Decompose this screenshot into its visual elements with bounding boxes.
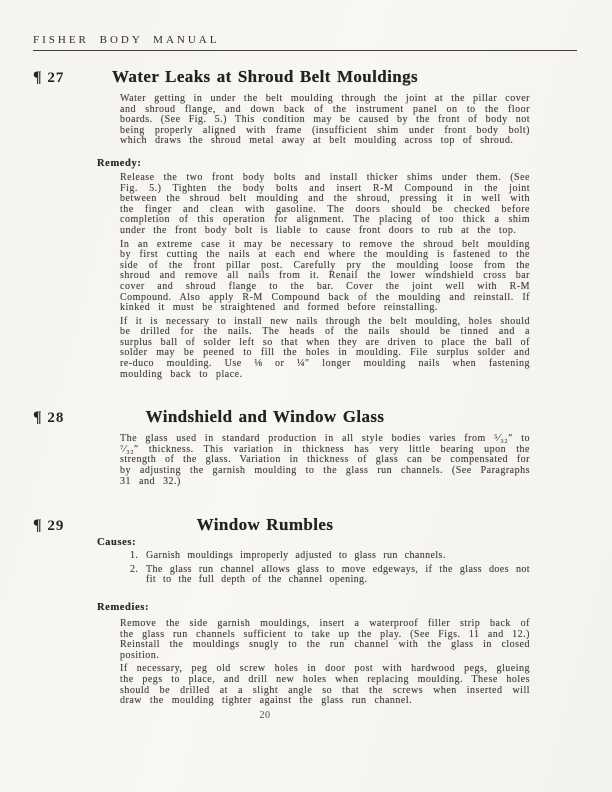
section-28-title: Windshield and Window Glass	[145, 407, 385, 427]
section-29-title: Window Rumbles	[196, 515, 334, 535]
pilcrow-icon: ¶	[33, 69, 43, 86]
pilcrow-icon: ¶	[33, 517, 43, 535]
cause-2-text: The glass run channel allows glass to move edgeways, if the glass does not fit to the full depth of the channel opening.	[146, 563, 530, 586]
section-27-heading	[33, 67, 497, 87]
section-29-heading	[33, 515, 497, 535]
remedy-paragraph-2: In an extreme case it may be necessary to remove the shroud belt moulding by first cutting the nails at each end where the moulding is fastened to the side of the front pillar post. Carefully pry the moulding loose from the shroud and remove all nails from it. Renail the lower windshield cross bar cover and shroud flange to the bar. Cover the joint well with R-M Compound. Also apply R-M Compound back of the moulding and reinstall. If kinked it must be straightened and formed before reinstalling.	[120, 238, 530, 314]
section-28-heading	[33, 407, 497, 427]
cause-1-number: 1.	[130, 550, 139, 562]
remedy-paragraph-1: Release the two front body bolts and install thicker shims under them. (See Fig. 5.) Tighten the body bolts and insert R-M Compound in the joint between the shroud belt moulding and the shroud, pressing it in well with the finger and clean with gasoline. The doors should be checked before completion of this operation for alignment. The placing of too thick a shim under the front body bolt is liable to cause front doors to rub at the top.	[120, 171, 530, 236]
section-27-title: Water Leaks at Shroud Belt Mouldings	[111, 67, 419, 86]
remedies-paragraph-2: If necessary, peg old screw holes in door post with hardwood pegs, glueing the pegs to place, and drill new holes when replacing moulding. These holes should be drilled at a slight angle so that the screws when inserted will draw the moulding tighter against the glass run channel.	[120, 663, 530, 707]
cause-item-2	[130, 565, 530, 586]
section-28-intro: The glass used in standard production in all style bodies varies from ⁵⁄₃₂″ to ⁷⁄₃₂″ thickness. This variation in thickness has very little bearing upon the strength of the glass. Variation in thickness of glass can be compensated for by adjusting the garnish moulding to the glass run channels. (See Paragraphs 31 and 32.)	[120, 433, 530, 487]
remedy-subhead: Remedy:	[97, 157, 142, 169]
remedies-paragraph-1: Remove the side garnish mouldings, insert a waterproof filler strip back of the glass run channels sufficient to take up the play. (See Figs. 11 and 12.) Reinstall the mouldings snugly to the run channel with the glass in closed position.	[120, 618, 530, 661]
running-header-title: FISHER BODY MANUAL	[33, 34, 220, 46]
running-header	[33, 34, 577, 51]
causes-subhead: Causes:	[97, 537, 137, 549]
paragraph-29-marker	[33, 517, 64, 535]
cause-2-number: 2.	[130, 563, 139, 575]
section-27-intro: Water getting in under the belt moulding through the joint at the pillar cover and shroud flange, and down back of the instrument panel on to the floor boards. (See Fig. 5.) This condition may be caused by the front of body not being properly aligned with frame (insufficient shim under front body bolt) which draws the shroud metal away at belt moulding across top of shroud.	[120, 93, 530, 147]
paragraph-29-number: 29	[47, 518, 65, 535]
remedy-paragraph-3: If it is necessary to install new nails through the belt moulding, holes should be drilled for the nails. The heads of the nails should be tinned and a surplus ball of solder left so that when they are driven to place the ball of solder may be peened to fill the holes in moulding. File surplus solder and re-duco moulding. Use ⅛ or ¼″ longer moulding nails when fastening moulding back to place.	[120, 315, 530, 380]
page-number: 20	[259, 709, 271, 721]
paragraph-28-marker	[33, 409, 64, 427]
paragraph-27-marker	[33, 69, 64, 87]
cause-1-text: Garnish mouldings improperly adjusted to glass run channels.	[146, 550, 446, 562]
cause-item-1	[130, 551, 530, 562]
paragraph-28-number: 28	[47, 410, 65, 427]
pilcrow-icon: ¶	[33, 409, 43, 427]
remedies-subhead: Remedies:	[97, 602, 150, 613]
paragraph-27-number: 27	[47, 70, 65, 86]
